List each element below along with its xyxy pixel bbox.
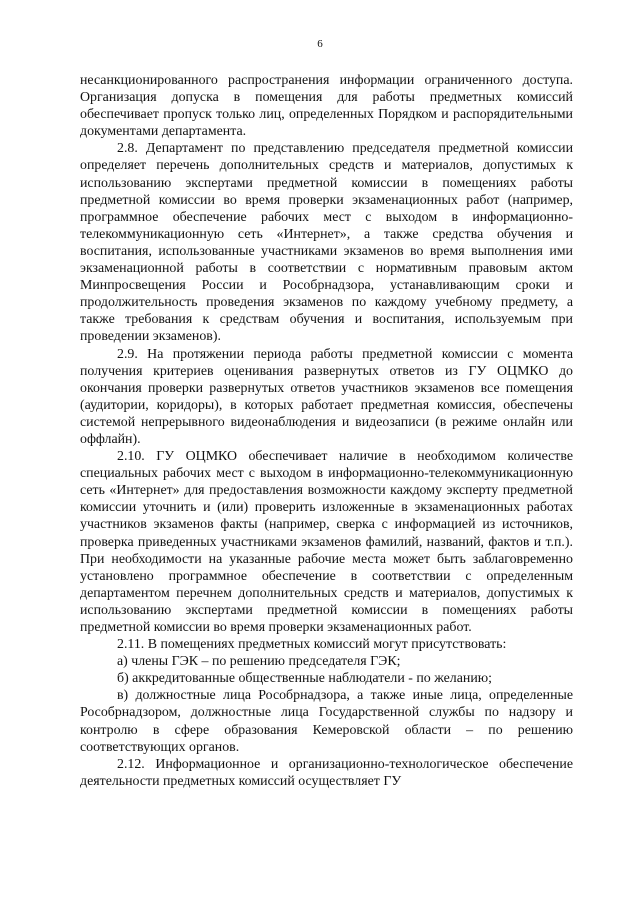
document-body [80,72,573,790]
list-item-a: а) члены ГЭК – по решению председателя ГЭК; [117,654,401,670]
paragraph-2-10: 2.10. ГУ ОЦМКО обеспечивает наличие в необходимом количестве специальных рабочих мест с выходом в информационно-телекоммуникационную сеть «Интернет» для предоставления возможности каждому эксперту предметной комиссии уточнить и (или) проверить изложенные в экзаменационных работах участников экзаменов факты (например, сверка с информацией из источников, проверка приведенных участниками экзаменов фамилий, названий, фактов и т.п.). При необходимости на указанные рабочие места может быть заблаговременно установлено программное обеспечение в соответствии с определенным департаментом перечнем дополнительных средств и материалов, допустимых к использованию экспертами предметной комиссии в помещениях работы предметной комиссии во время проверки экзаменационных работ. [80,449,573,635]
paragraph-2-9: 2.9. На протяжении периода работы предметной комиссии с момента получения критериев оценивания развернутых ответов из ГУ ОЦМКО до окончания проверки развернутых ответов участников экзаменов все помещения (аудитории, коридоры), в которых работает предметная комиссия, обеспечены системой непрерывного видеонаблюдения и видеозаписи (в режиме онлайн или оффлайн). [80,346,573,447]
list-item-c: в) должностные лица Рособрнадзора, а также иные лица, определенные Рособрнадзором, должностные лица Государственной службы по надзору и контролю в сфере образования Кемеровской области – по решению соответствующих органов. [80,688,573,755]
paragraph-2-8: 2.8. Департамент по представлению председателя предметной комиссии определяет перечень дополнительных средств и материалов, допустимых к использованию экспертами предметной комиссии в помещениях работы предметной комиссии во время проверки экзаменационных работ (например, программное обеспечение рабочих мест с выходом в информационно-телекоммуникационную сеть «Интернет», а также средства обучения и воспитания, использованные участниками экзаменов во время выполнения ими экзаменационной работы в соответствии с нормативным правовым актом Минпросвещения России и Рособрнадзора, устанавливающим сроки и продолжительность проведения экзаменов по каждому учебному предмету, а также требования к средствам обучения и воспитания, используемым при проведении экзаменов). [80,141,573,345]
paragraph-continuation: несанкционированного распространения информации ограниченного доступа. Организация допуска в помещения для работы предметных комиссий обеспечивает пропуск только лиц, определенных Порядком и распорядительными документами департамента. [80,73,573,140]
paragraph-2-11: 2.11. В помещениях предметных комиссий могут присутствовать: [117,637,507,653]
paragraph-2-12: 2.12. Информационное и организационно-технологическое обеспечение деятельности предметных комиссий осуществляет ГУ [80,756,573,789]
list-item-b: б) аккредитованные общественные наблюдатели - по желанию; [117,671,493,687]
page-number: 6 [317,38,323,50]
